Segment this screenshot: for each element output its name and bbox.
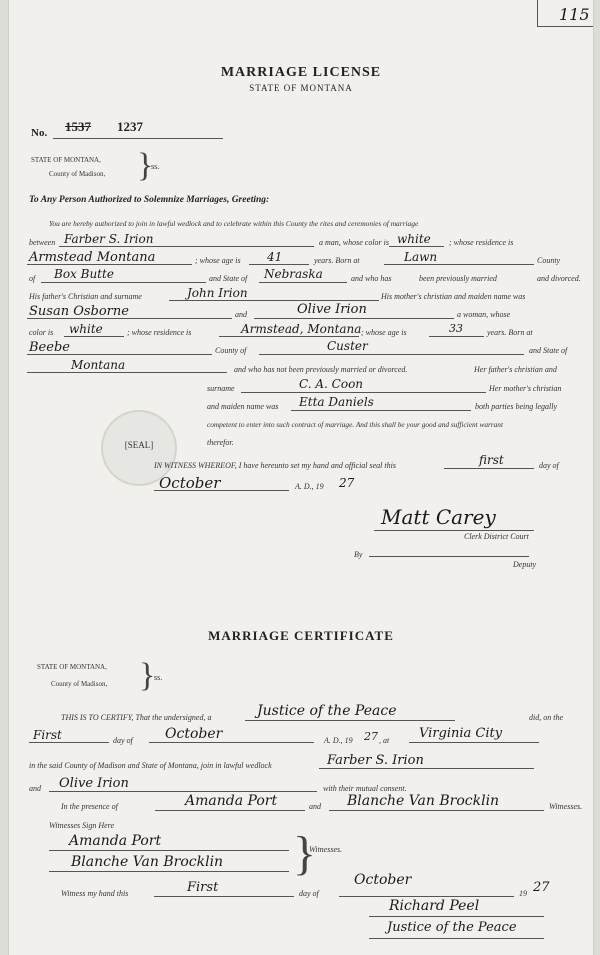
witness-sig1: Amanda Port — [69, 833, 162, 849]
presence-and: and — [309, 802, 321, 811]
bride-color: white — [69, 322, 103, 336]
man-color-label: a man, whose color is — [319, 238, 389, 247]
cert-day: First — [33, 728, 62, 742]
bride-born-label: years. Born at — [487, 328, 533, 337]
cert-groom: Farber S. Irion — [327, 753, 424, 768]
presence-label: In the presence of — [61, 802, 118, 811]
hand-this-label: Witness my hand this — [61, 889, 129, 898]
license-title: MARRIAGE LICENSE — [220, 65, 382, 80]
witnesses-label: Witnesses. — [549, 802, 583, 811]
groom-state: Nebraska — [264, 267, 323, 281]
witnesses-brace: } — [293, 827, 317, 880]
groom-county: Box Butte — [54, 267, 114, 281]
legally-label: both parties being legally — [475, 402, 557, 411]
bride-state: Montana — [71, 358, 126, 372]
and-state-of-label: and State of — [529, 346, 568, 355]
born-at-label: years. Born at — [314, 256, 360, 265]
mother-label: His mother's christian and maiden name was — [381, 292, 526, 301]
father-label: His father's Christian and surname — [29, 292, 142, 301]
license-state: STATE OF MONTANA, — [31, 156, 101, 164]
officiant-sig-title: Justice of the Peace — [387, 920, 517, 935]
of-label: of — [29, 274, 36, 283]
groom-color: white — [397, 232, 431, 246]
between-label: between — [29, 238, 56, 247]
document-page — [8, 0, 594, 955]
license-year: 27 — [339, 476, 355, 490]
cert-witness2: Blanche Van Brocklin — [347, 793, 500, 809]
woman-label: a woman, whose — [457, 310, 511, 319]
residence-label: ; whose residence is — [449, 238, 514, 247]
sign-month: October — [354, 872, 412, 888]
deputy-label: Deputy — [513, 560, 537, 569]
county-label: County — [537, 256, 561, 265]
certify-text: THIS IS TO CERTIFY, That the undersigned, a — [61, 713, 212, 722]
her-mother-label: Her mother's christian — [489, 384, 562, 393]
cert-year: 27 — [364, 730, 378, 743]
cert-and-label: and — [29, 784, 41, 793]
license-month: October — [159, 474, 221, 492]
bride-residence-label: ; whose residence is — [127, 328, 192, 337]
cert-place: Virginia City — [419, 726, 503, 741]
cert-ad-label: A. D., 19 — [324, 736, 353, 745]
license-ad-label: A. D., 19 — [295, 482, 324, 491]
officiant-signature: Richard Peel — [389, 898, 480, 914]
certificate-state: STATE OF MONTANA, — [37, 663, 107, 671]
seal-label: [SEAL] — [124, 440, 154, 450]
certificate-brace: } — [139, 657, 156, 694]
license-day: first — [479, 453, 504, 467]
license-greeting: To Any Person Authorized to Solemnize Marriages, Greeting: — [29, 195, 270, 205]
witnesses-right-label: Witnesses. — [309, 845, 343, 854]
license-no-value: 1237 — [117, 119, 143, 134]
certificate-title: MARRIAGE CERTIFICATE — [208, 628, 394, 643]
cert-county-text: in the said County of Madison and State of Montana, join in lawful wedlock — [29, 761, 272, 770]
license-witness-text: IN WITNESS WHEREOF, I have hereunto set my hand and official seal this — [154, 461, 396, 470]
bride-mother: Etta Daniels — [299, 395, 374, 409]
prev-married: been previously married — [419, 274, 497, 283]
groom-age: 41 — [267, 250, 283, 264]
by-label: By — [354, 550, 363, 559]
license-intro: You are hereby authorized to join in lawful wedlock and to celebrate within this County the rites and ceremonies of marriage — [49, 219, 419, 228]
bride-residence: Armstead, Montana — [241, 322, 362, 336]
groom-residence: Armstead Montana — [29, 250, 156, 265]
competent-text: competent to enter into such contract of marriage. And this shall be your good and sufficient warrant — [207, 420, 503, 429]
bride-prev: and who has not been previously married or divorced. — [234, 365, 408, 374]
page-number: 115 — [559, 5, 590, 24]
cert-consent: with their mutual consent. — [323, 784, 407, 793]
mother-name: Susan Osborne — [29, 304, 129, 319]
color-is-label: color is — [29, 328, 54, 337]
license-subtitle: STATE OF MONTANA — [249, 83, 353, 93]
cert-month: October — [165, 726, 223, 742]
cert-day-of: day of — [113, 736, 133, 745]
year-label: 19 — [519, 889, 527, 898]
bride-age: 33 — [449, 322, 463, 335]
officiant-title: Justice of the Peace — [257, 703, 397, 719]
cert-bride: Olive Irion — [59, 776, 129, 791]
bride-father: C. A. Coon — [299, 377, 364, 391]
groom-name: Farber S. Irion — [64, 232, 154, 246]
age-label: ; whose age is — [195, 256, 241, 265]
license-day-of: day of — [539, 461, 559, 470]
sign-day-of: day of — [299, 889, 319, 898]
therefor-text: therefor. — [207, 438, 234, 447]
license-ss: ss. — [151, 162, 160, 171]
bride-county: Custer — [327, 339, 368, 353]
surname-label: surname — [207, 384, 235, 393]
and-label: and — [235, 310, 247, 319]
certificate-ss: ss. — [154, 673, 163, 682]
cert-witness1: Amanda Port — [185, 793, 278, 809]
county-of-label: County of — [215, 346, 247, 355]
and-divorced: and divorced. — [537, 274, 581, 283]
state-label: and State of — [209, 274, 248, 283]
did-on-label: did, on the — [529, 713, 563, 722]
witness-sig2: Blanche Van Brocklin — [71, 854, 224, 870]
clerk-signature: Matt Carey — [381, 505, 496, 529]
clerk-label: Clerk District Court — [464, 532, 529, 541]
license-no-label: No. — [31, 127, 48, 139]
cert-at-label: , at — [379, 736, 390, 745]
bride-born: Beebe — [29, 340, 70, 355]
father-name: John Irion — [187, 286, 248, 300]
license-brace: } — [137, 147, 154, 184]
bride-age-label: ; whose age is — [361, 328, 407, 337]
maiden-label: and maiden name was — [207, 402, 279, 411]
her-father-label: Her father's christian and — [474, 365, 557, 374]
bride-name: Olive Irion — [297, 302, 367, 317]
has-been-label: and who has — [351, 274, 392, 283]
license-no-struck: 1537 — [65, 119, 91, 134]
license-county: County of Madison, — [49, 170, 106, 178]
sign-day: First — [187, 880, 219, 895]
groom-born: Lawn — [404, 250, 438, 264]
sign-year: 27 — [533, 880, 550, 895]
certificate-county: County of Madison, — [51, 680, 108, 688]
sign-here-label: Witnesses Sign Here — [49, 821, 115, 830]
